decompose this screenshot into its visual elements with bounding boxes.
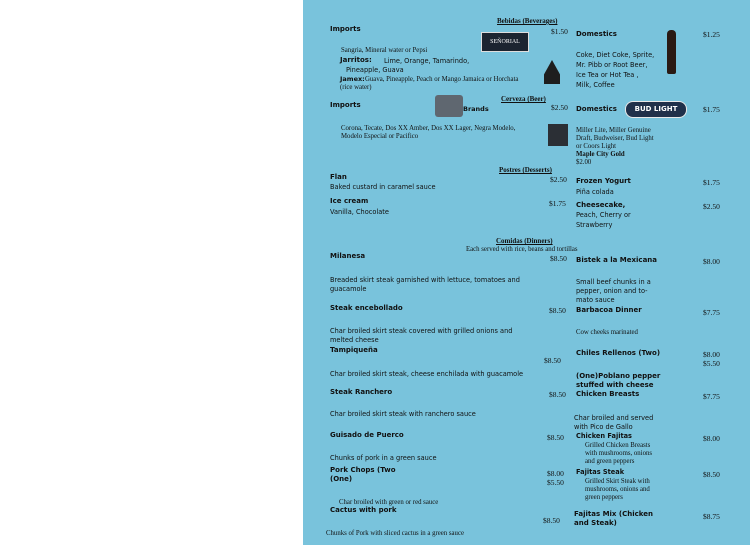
chicken-breasts-name: Chicken Breasts (576, 390, 640, 398)
encebollado-desc-1: Char broiled skirt steak covered with grilled onions and (330, 327, 513, 335)
chiles-price-1: $8.00 (703, 350, 720, 359)
porkchops-price-2: $5.50 (547, 478, 564, 487)
jamex-flavors-2: (rice water) (340, 84, 372, 91)
jarritos-flavors-2: Pineapple, Guava (346, 66, 404, 74)
steak-fajitas-desc-2: mushrooms, onions and (585, 486, 650, 493)
jarritos-label: Jarritos: (340, 56, 372, 64)
beer-brands-label: Brands (463, 105, 489, 113)
chicken-breasts-price: $7.75 (703, 392, 720, 401)
bistek-desc-3: mato sauce (576, 296, 615, 304)
beer-domestics-price: $1.75 (703, 105, 720, 114)
steak-fajitas-price: $8.50 (703, 470, 720, 479)
ranchero-name: Steak Ranchero (330, 388, 393, 396)
chicken-breasts-desc-1: Char broiled and served (574, 414, 654, 422)
chiles-price-2: $5.50 (703, 359, 720, 368)
menu-page (303, 0, 750, 545)
bev-imports-line1: Sangria, Mineral water or Pepsi (341, 47, 428, 54)
bev-imports-price: $1.50 (551, 27, 568, 36)
cheesecake-price: $2.50 (703, 202, 720, 211)
cactus-desc: Chunks of Pork with sliced cactus in a green sauce (326, 530, 464, 537)
encebollado-desc-2: melted cheese (330, 336, 379, 344)
encebollado-name: Steak encebollado (330, 304, 403, 312)
beer-imports-label: Imports (330, 101, 361, 109)
milanesa-desc-1: Breaded skirt steak garnished with lettuce, tomatoes and (330, 276, 520, 284)
tampiquena-desc: Char broiled skirt steak, cheese enchilada with guacamole (330, 370, 524, 378)
encebollado-price: $8.50 (549, 306, 566, 315)
maple-city-gold-label: Maple City Gold (576, 151, 625, 158)
ranchero-price: $8.50 (549, 390, 566, 399)
section-title-dinners: Comidas (Dinners) (496, 237, 553, 245)
beer-imports-line1: Corona, Tecate, Dos XX Amber, Dos XX Lager, Negra Modelo, (341, 125, 516, 132)
chiles-desc-2: stuffed with cheese (576, 381, 654, 389)
chicken-fajitas-desc-3: and green peppers (585, 458, 635, 465)
chiles-desc-1: (One)Poblano pepper (576, 372, 661, 380)
cheesecake-line2: Peach, Cherry or (576, 211, 631, 219)
bev-domestics-line2: Mr. Pibb or Root Beer, (576, 61, 648, 69)
ranchero-desc: Char broiled skirt steak with ranchero sauce (330, 410, 476, 418)
chicken-breasts-desc-2: with Pico de Gallo (574, 423, 633, 431)
section-title-desserts: Postres (Desserts) (499, 166, 552, 174)
bev-imports-label: Imports (330, 25, 361, 33)
section-title-beverages: Bebidas (Beverages) (497, 17, 558, 25)
milanesa-desc-2: guacamole (330, 285, 367, 293)
tampiquena-name: Tampiqueña (330, 346, 378, 354)
section-title-beer: Cerveza (Beer) (501, 95, 546, 103)
chiles-name: Chiles Rellenos (Two) (576, 349, 661, 357)
jarritos-bottle-icon (544, 60, 560, 84)
frozen-yogurt-desc: Piña colada (576, 188, 614, 196)
frozen-yogurt-name: Frozen Yogurt (576, 177, 631, 185)
cactus-price: $8.50 (543, 516, 560, 525)
bistek-name: Bistek a la Mexicana (576, 256, 658, 264)
steak-fajitas-desc-3: green peppers (585, 494, 623, 501)
bistek-desc-1: Small beef chunks in a (576, 278, 651, 286)
chicken-fajitas-desc-1: Grilled Chicken Breasts (585, 442, 651, 449)
bev-domestics-line3: Ice Tea or Hot Tea , (576, 71, 639, 79)
barbacoa-price: $7.75 (703, 308, 720, 317)
cheesecake-line3: Strawberry (576, 221, 613, 229)
icecream-price: $1.75 (549, 199, 566, 208)
beer-bucket-icon (435, 95, 463, 117)
icecream-desc: Vanilla, Chocolate (330, 208, 389, 216)
beer-can-icon (548, 124, 568, 146)
flan-price: $2.50 (550, 175, 567, 184)
porkchops-desc: Char broiled with green or red sauce (339, 499, 439, 506)
fajitas-mix-name-2: and Steak) (574, 519, 617, 527)
budlight-logo-text: BUD LIGHT (634, 105, 678, 113)
steak-fajitas-name: Fajitas Steak (576, 468, 625, 476)
frozen-yogurt-price: $1.75 (703, 178, 720, 187)
cheesecake-name: Cheesecake, (576, 201, 626, 209)
beer-domestics-label: Domestics (576, 105, 617, 113)
milanesa-name: Milanesa (330, 252, 366, 260)
icecream-name: Ice cream (330, 197, 369, 205)
chicken-fajitas-price: $8.00 (703, 434, 720, 443)
beer-domestics-line2: Draft, Budweiser, Bud Light (576, 135, 654, 142)
barbacoa-name: Barbacoa Dinner (576, 306, 642, 314)
guisado-desc: Chunks of pork in a green sauce (330, 454, 437, 462)
chicken-fajitas-name: Chicken Fajitas (576, 432, 632, 440)
fajitas-mix-name-1: Fajitas Mix (Chicken (574, 510, 653, 518)
flan-name: Flan (330, 173, 347, 181)
budlight-logo (625, 101, 687, 118)
jamex-flavors-1: Guava, Pineapple, Peach or Mango Jamaica or Horchata (365, 76, 519, 83)
senorial-logo (481, 32, 529, 52)
dinners-note: Each served with rice, beans and tortillas (466, 246, 578, 253)
senorial-logo-text: SEÑORIAL (490, 39, 520, 45)
porkchops-price-1: $8.00 (547, 469, 564, 478)
fajitas-mix-price: $8.75 (703, 512, 720, 521)
beer-imports-price: $2.50 (551, 103, 568, 112)
bev-domestics-price: $1.25 (703, 30, 720, 39)
bev-domestics-label: Domestics (576, 30, 617, 38)
bistek-desc-2: pepper, onion and to- (576, 287, 648, 295)
milanesa-price: $8.50 (550, 254, 567, 263)
chicken-fajitas-desc-2: with mushrooms, onions (585, 450, 653, 457)
guisado-name: Guisado de Puerco (330, 431, 404, 439)
jarritos-flavors-1: Lime, Orange, Tamarindo, (384, 57, 470, 65)
tampiquena-price: $8.50 (544, 356, 561, 365)
beer-domestics-line3: or Coors Light (576, 143, 617, 150)
porkchops-name-2: (One) (330, 475, 353, 483)
maple-city-gold-price: $2.00 (576, 159, 592, 166)
cactus-name: Cactus with pork (330, 506, 397, 514)
bev-domestics-line4: Milk, Coffee (576, 81, 615, 89)
bev-domestics-line1: Coke, Diet Coke, Sprite, (576, 51, 655, 59)
barbacoa-desc: Cow cheeks marinated (576, 329, 638, 336)
jamex-label: Jamex: (340, 75, 365, 83)
bistek-price: $8.00 (703, 257, 720, 266)
steak-fajitas-desc-1: Grilled Skirt Steak with (585, 478, 650, 485)
guisado-price: $8.50 (547, 433, 564, 442)
porkchops-name-1: Pork Chops (Two (330, 466, 396, 474)
beer-imports-line2: Modelo Especial or Pacifico (341, 133, 419, 140)
beer-domestics-line1: Miller Lite, Miller Genuine (576, 127, 651, 134)
coke-bottle-icon (667, 30, 676, 74)
flan-desc: Baked custard in caramel sauce (330, 183, 436, 191)
